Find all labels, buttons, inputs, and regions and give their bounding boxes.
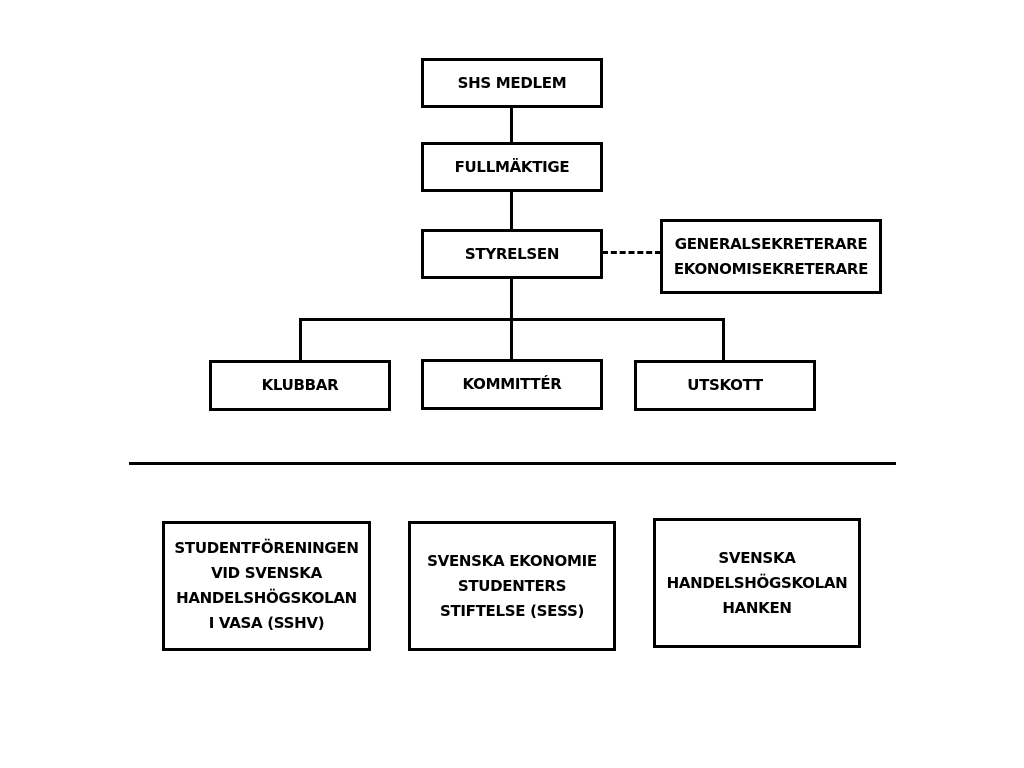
council-label: FULLMÄKTIGE xyxy=(454,157,570,176)
secretariat-line-2: EKONOMISEKRETERARE xyxy=(673,259,869,278)
hanken-line-1: SVENSKA xyxy=(718,548,796,567)
clubs-box xyxy=(209,360,391,411)
member-label: SHS MEDLEM xyxy=(457,73,567,92)
boards-box xyxy=(634,360,816,411)
hanken-line-3: HANKEN xyxy=(722,598,792,617)
hanken-box xyxy=(653,518,861,648)
connector-branch-clubs xyxy=(299,318,302,362)
member-box xyxy=(421,58,603,108)
committees-label: KOMMITTÉR xyxy=(462,375,562,393)
sshv-line-1: STUDENTFÖRENINGEN xyxy=(174,539,359,557)
secretariat-box xyxy=(660,219,882,294)
boards-label: UTSKOTT xyxy=(687,376,763,394)
sess-line-3: STIFTELSE (SESS) xyxy=(439,601,585,620)
committees-box xyxy=(421,359,603,410)
secretariat-line-1: GENERALSEKRETERARE xyxy=(674,234,868,253)
sess-line-2: STUDENTERS xyxy=(457,576,567,595)
sess-box xyxy=(408,521,616,651)
board-label: STYRELSEN xyxy=(464,244,560,263)
sess-line-1: SVENSKA EKONOMIE xyxy=(427,551,597,570)
sshv-line-3: HANDELSHÖGSKOLAN xyxy=(176,589,357,607)
connector-member-council xyxy=(510,106,513,144)
sshv-line-2: VID SVENSKA xyxy=(211,564,322,582)
section-divider xyxy=(129,462,896,465)
sshv-box xyxy=(162,521,371,651)
clubs-label: KLUBBAR xyxy=(261,376,339,394)
connector-board-secretariat xyxy=(602,251,661,254)
sshv-line-4: I VASA (SSHV) xyxy=(208,614,325,632)
council-box xyxy=(421,142,603,192)
board-box xyxy=(421,229,603,279)
branch-bar xyxy=(299,318,725,321)
connector-council-board xyxy=(510,190,513,231)
connector-branch-boards xyxy=(722,318,725,362)
hanken-line-2: HANDELSHÖGSKOLAN xyxy=(666,573,848,592)
